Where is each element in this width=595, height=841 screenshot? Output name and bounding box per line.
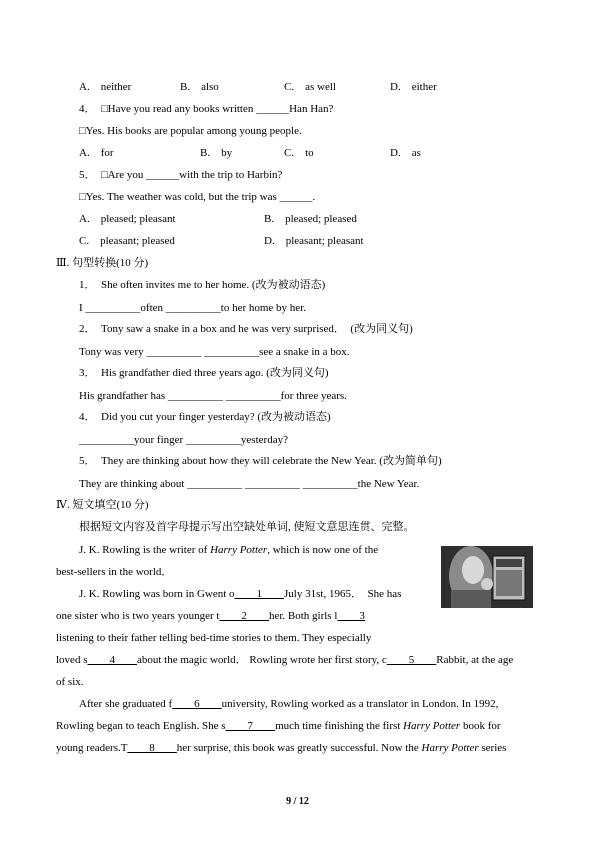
rewrite-question: 5． They are thinking about how they will celebrate the New Year. (改为简单句) bbox=[79, 455, 442, 467]
passage-text: series bbox=[478, 742, 507, 754]
blank-1: 1 bbox=[234, 588, 285, 600]
section-heading: Ⅳ. 短文填空(10 分) bbox=[56, 499, 149, 511]
passage-text: Rabbit, at the age bbox=[436, 654, 514, 666]
author-photo bbox=[441, 546, 533, 608]
passage-line bbox=[79, 697, 498, 711]
book-title: Harry Potter bbox=[403, 720, 461, 732]
blank-4: 4 bbox=[87, 654, 137, 666]
passage-line bbox=[56, 741, 506, 755]
option-d: D. pleasant; pleasant bbox=[264, 235, 364, 247]
question-text: Are you ______with the trip to Harbin? bbox=[107, 169, 283, 181]
question-4 bbox=[79, 102, 333, 116]
question-text: Have you read any books written ______Han Han? bbox=[107, 103, 334, 115]
blank-5: 5 bbox=[386, 654, 437, 666]
passage-line: of six. bbox=[56, 676, 84, 688]
option-d: D. either bbox=[390, 81, 437, 93]
passage-text: Rowling began to teach English. She s bbox=[56, 720, 226, 732]
rewrite-answer: They are thinking about __________ __________ __________the New Year. bbox=[79, 478, 420, 490]
answer-line: □Yes. His books are popular among young people. bbox=[79, 125, 302, 137]
blank-2: 2 bbox=[219, 610, 269, 622]
passage-text: about the magic world． Rowling wrote her first story, c bbox=[136, 654, 387, 666]
passage-line: listening to their father telling bed-time stories to them. They especially bbox=[56, 632, 372, 644]
passage-text: young readers. bbox=[56, 742, 121, 754]
passage-text: J. K. Rowling was born in Gwent o bbox=[79, 588, 235, 600]
passage-text: book for bbox=[460, 720, 501, 732]
book-title: Harry Potter bbox=[210, 544, 268, 556]
passage-line bbox=[56, 609, 365, 623]
passage-text: After she graduated f bbox=[79, 698, 173, 710]
rewrite-question: 3． His grandfather died three years ago. (改为同义句) bbox=[79, 367, 329, 379]
option-d: D. as bbox=[390, 147, 421, 159]
passage-text: one sister who is two years younger t bbox=[56, 610, 220, 622]
passage-line bbox=[56, 653, 513, 667]
blank-3: 3 bbox=[337, 610, 365, 622]
book-title: Harry Potter bbox=[421, 742, 479, 754]
rewrite-question: 4． Did you cut your finger yesterday? (改为被动语态) bbox=[79, 411, 331, 423]
passage-text: , which is now one of the bbox=[267, 544, 379, 556]
blank-8: 8 bbox=[127, 742, 177, 754]
passage-line bbox=[79, 587, 401, 601]
blank-6: 6 bbox=[172, 698, 222, 710]
passage-line: best-sellers in the world． bbox=[56, 566, 173, 578]
question-number: 4． bbox=[79, 103, 101, 115]
rewrite-answer: His grandfather has __________ __________for three years. bbox=[79, 390, 347, 402]
question-number: 5． bbox=[79, 169, 101, 181]
passage-text: her. Both girls l bbox=[268, 610, 338, 622]
rewrite-answer: __________your finger __________yesterday? bbox=[79, 434, 288, 446]
option-a: A. for bbox=[79, 147, 114, 159]
option-b: B. by bbox=[200, 147, 233, 159]
option-c: C. as well bbox=[284, 81, 336, 93]
passage-line bbox=[56, 719, 501, 733]
option-a: A. pleased; pleasant bbox=[79, 213, 176, 225]
option-b: B. pleased; pleased bbox=[264, 213, 357, 225]
dialogue-box-icon: □ bbox=[101, 103, 108, 115]
page-number: 9 / 12 bbox=[286, 796, 309, 807]
option-b: B. also bbox=[180, 81, 219, 93]
section-heading: Ⅲ. 句型转换(10 分) bbox=[56, 257, 149, 269]
option-c: C. pleasant; pleased bbox=[79, 235, 175, 247]
passage-text: university, Rowling worked as a translator in London. In 1992, bbox=[221, 698, 499, 710]
rewrite-question: 2． Tony saw a snake in a box and he was very surprised． (改为同义句) bbox=[79, 323, 413, 335]
passage-text: loved s bbox=[56, 654, 88, 666]
passage-line bbox=[79, 543, 378, 557]
rewrite-answer: I __________often __________to her home by her. bbox=[79, 302, 306, 314]
blank-7: 7 bbox=[225, 720, 276, 732]
answer-line: □Yes. The weather was cold, but the trip was ______. bbox=[79, 191, 316, 203]
dialogue-box-icon: □ bbox=[101, 169, 108, 181]
passage-text: much time finishing the first bbox=[275, 720, 404, 732]
rewrite-question: 1． She often invites me to her home. (改为被动语态) bbox=[79, 279, 326, 291]
rewrite-answer: Tony was very __________ __________see a snake in a box. bbox=[79, 346, 350, 358]
passage-text: J. K. Rowling is the writer of bbox=[79, 544, 211, 556]
question-5 bbox=[79, 168, 282, 182]
option-c: C. to bbox=[284, 147, 314, 159]
section-instruction: 根据短文内容及首字母提示写出空缺处单词, 使短文意思连贯、完整。 bbox=[79, 521, 415, 533]
passage-text: T bbox=[120, 742, 128, 754]
passage-text: July 31st, 1965． She has bbox=[284, 588, 402, 600]
passage-text: her surprise, this book was greatly successful. Now the bbox=[176, 742, 422, 754]
option-a: A. neither bbox=[79, 81, 132, 93]
